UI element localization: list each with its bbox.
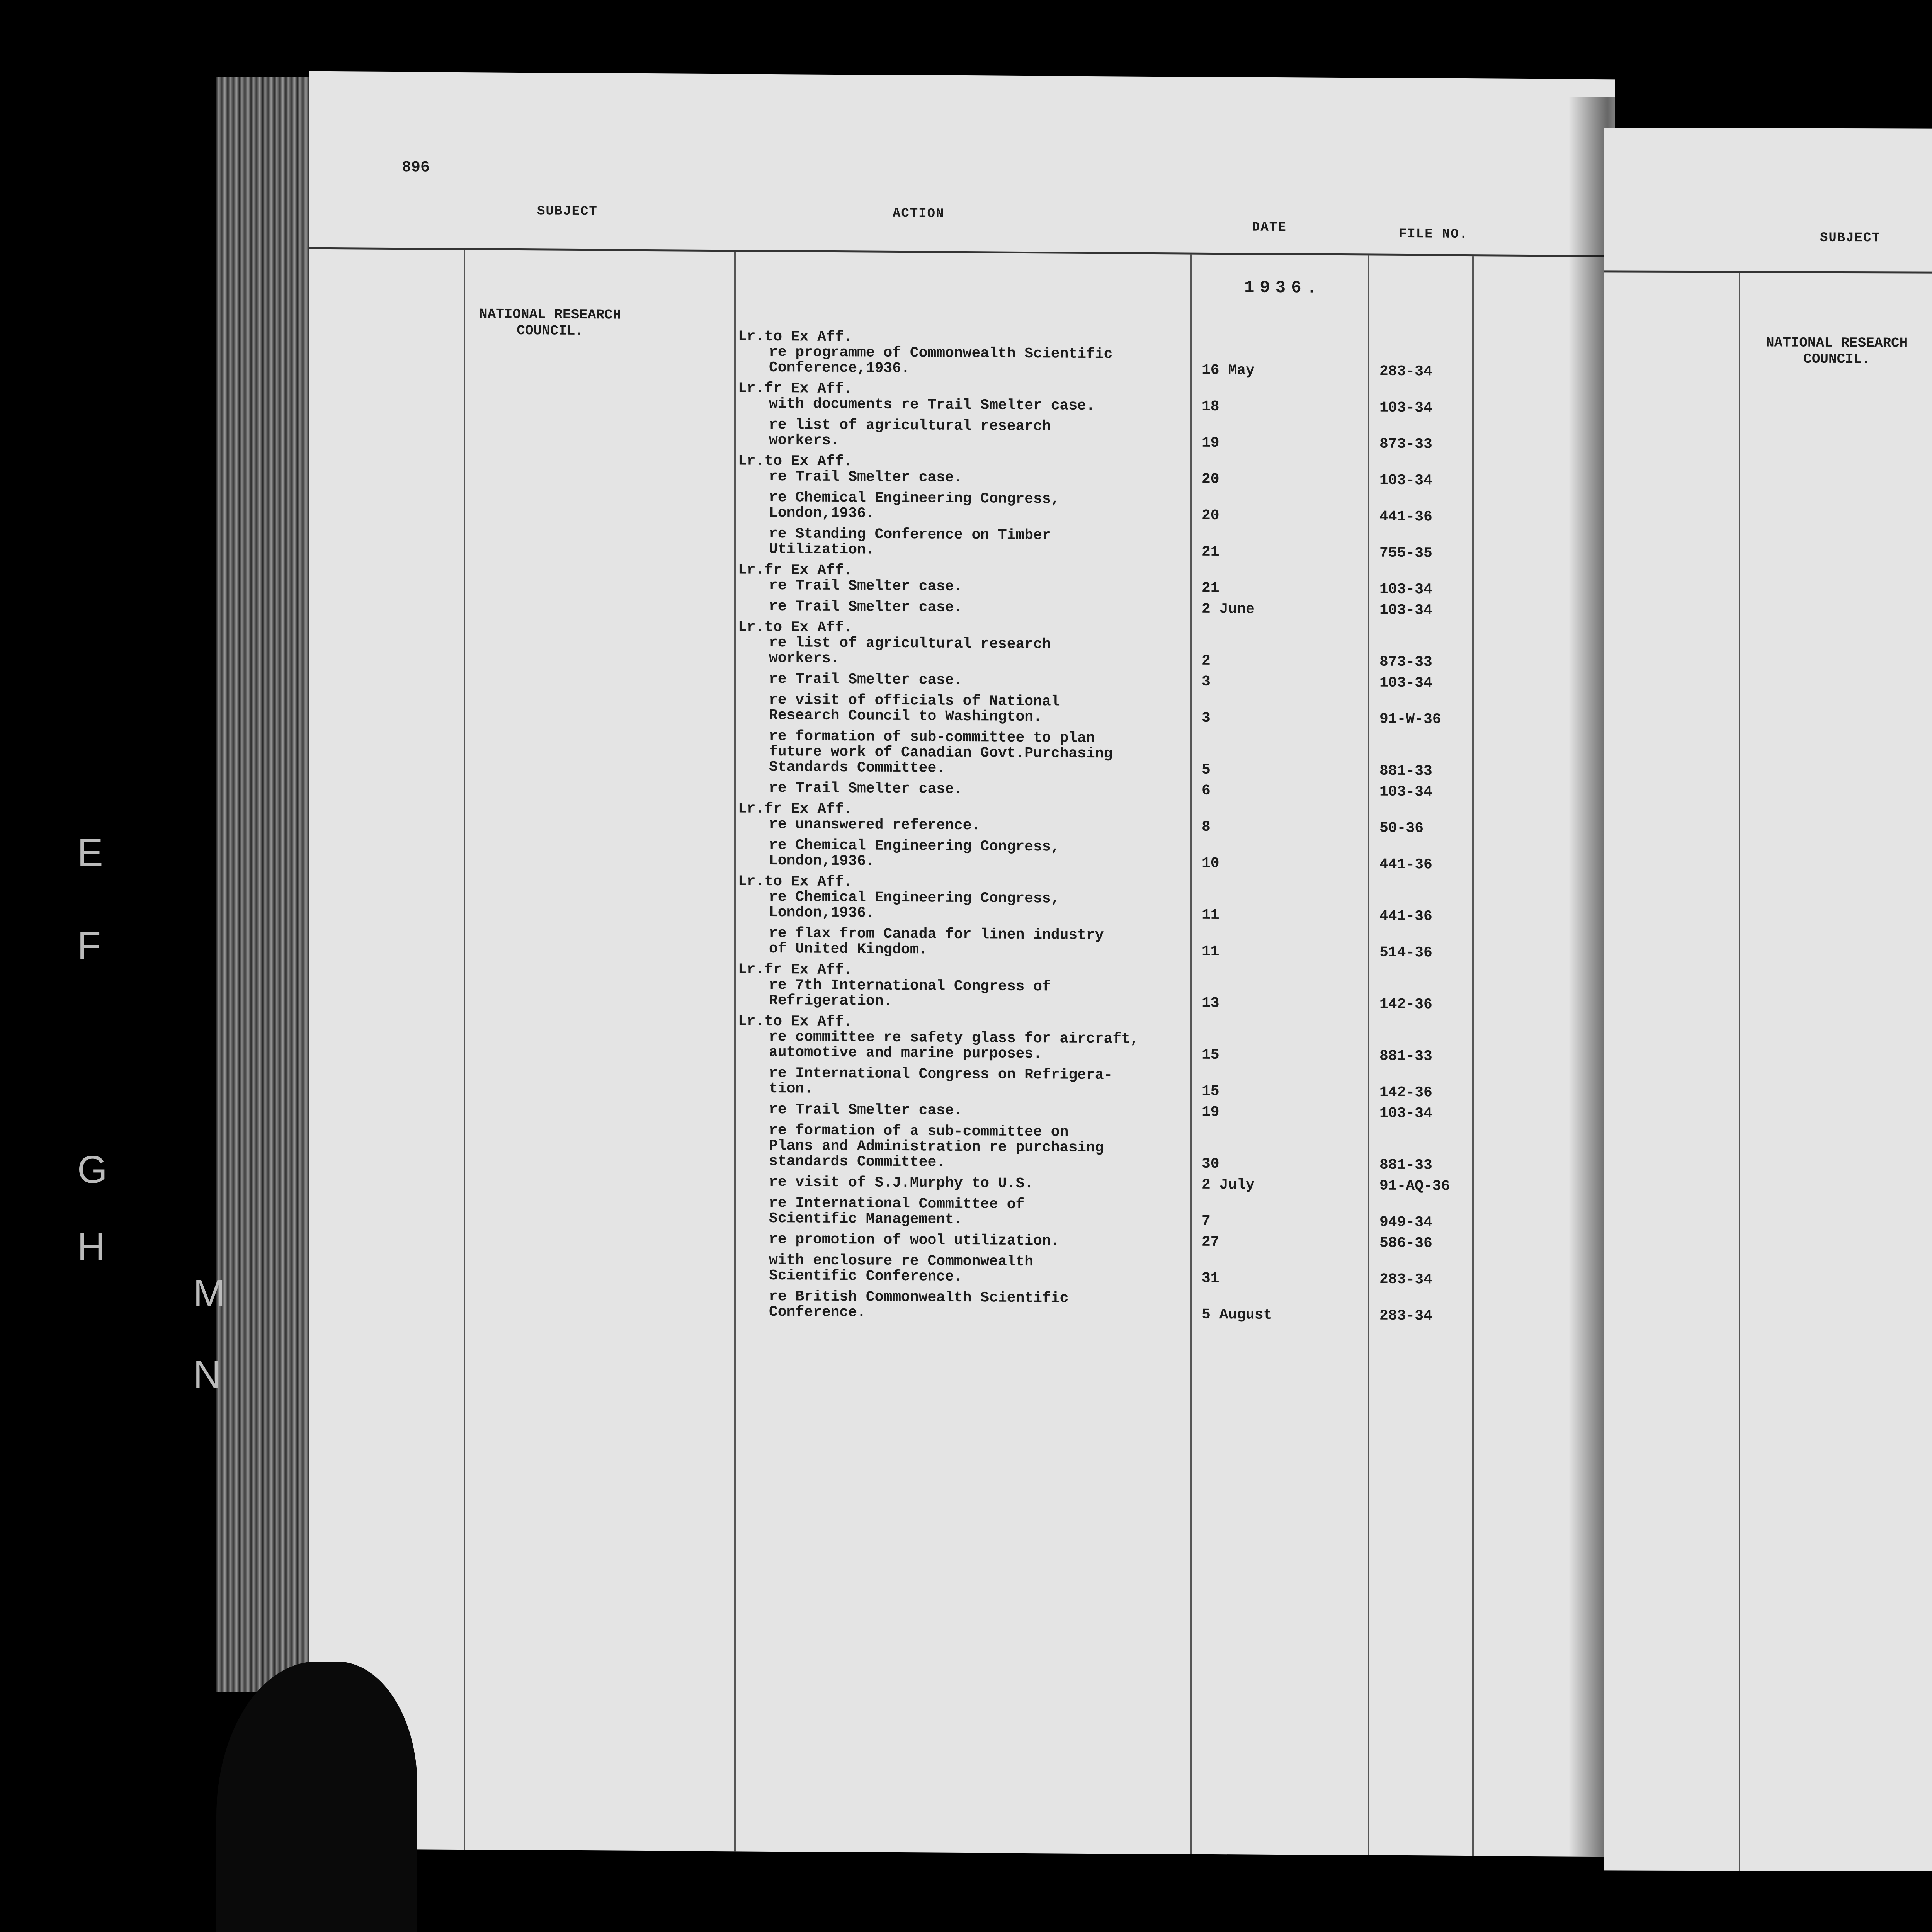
subject-label: NATIONAL RESEARCH COUNCIL. bbox=[1766, 335, 1908, 367]
tab-letter: E bbox=[77, 831, 103, 874]
letter-direction: Lr.fr Ex Aff. bbox=[738, 561, 853, 579]
thumb-shadow bbox=[216, 1662, 417, 1932]
entry-date: 18 bbox=[1202, 398, 1219, 415]
entry-file-no: 881-33 bbox=[1379, 1156, 1432, 1174]
entry-date: 20 bbox=[1202, 507, 1219, 524]
tab-letter: M bbox=[193, 1272, 226, 1315]
entry-date: 20 bbox=[1202, 471, 1219, 488]
ledger-entry bbox=[738, 837, 1604, 874]
ledger-entry bbox=[738, 1252, 1604, 1289]
entry-action: re committee re safety glass for aircraft, automotive and marine purposes. bbox=[769, 1028, 1139, 1063]
entry-file-no: 949-34 bbox=[1379, 1214, 1432, 1231]
entry-date: 16 May bbox=[1202, 362, 1255, 379]
letter-direction: Lr.fr Ex Aff. bbox=[738, 961, 853, 979]
action-header: ACTION bbox=[893, 206, 945, 221]
entry-date: 5 bbox=[1202, 761, 1211, 778]
entry-action: re programme of Commonwealth Scientific Conference,1936. bbox=[769, 344, 1113, 377]
entry-file-no: 50-36 bbox=[1379, 820, 1424, 837]
entry-action: re Trail Smelter case. bbox=[769, 598, 963, 616]
entry-date: 10 bbox=[1202, 855, 1219, 872]
tab-letter: N bbox=[193, 1353, 221, 1396]
date-header: DATE bbox=[1252, 220, 1287, 235]
entry-file-no: 283-34 bbox=[1379, 1307, 1432, 1325]
entry-file-no: 103-34 bbox=[1379, 472, 1432, 489]
ledger-entry bbox=[738, 692, 1604, 728]
entry-date: 21 bbox=[1202, 543, 1219, 561]
entry-date: 11 bbox=[1202, 906, 1219, 924]
entry-action: re promotion of wool utilization. bbox=[769, 1231, 1060, 1250]
ledger-entry bbox=[738, 925, 1604, 962]
entry-date: 7 bbox=[1202, 1213, 1211, 1230]
ledger-entry bbox=[738, 1014, 1604, 1065]
file-no-header: FILE NO. bbox=[1399, 226, 1468, 242]
entry-action: re visit of S.J.Murphy to U.S. bbox=[769, 1173, 1034, 1192]
entry-file-no: 441-36 bbox=[1379, 856, 1432, 873]
entry-action: re list of agricultural research workers. bbox=[769, 416, 1051, 449]
letter-direction: Lr.to Ex Aff. bbox=[738, 328, 853, 346]
ledger-entry bbox=[738, 1231, 1604, 1252]
entry-file-no: 755-35 bbox=[1379, 544, 1432, 562]
entry-file-no: 441-36 bbox=[1379, 508, 1432, 526]
tab-letter: G bbox=[77, 1148, 107, 1191]
entry-file-no: 91-AQ-36 bbox=[1379, 1177, 1450, 1195]
ledger-entry bbox=[738, 562, 1604, 599]
entry-action: re Trail Smelter case. bbox=[769, 1101, 963, 1119]
right-page bbox=[1604, 128, 1932, 1874]
entry-file-no: 586-36 bbox=[1379, 1235, 1432, 1252]
ledger-entry bbox=[738, 671, 1604, 692]
letter-direction: Lr.to Ex Aff. bbox=[738, 1013, 853, 1031]
ledger-entry bbox=[738, 780, 1604, 801]
year-label: 1936. bbox=[1244, 278, 1323, 298]
entry-file-no: 514-36 bbox=[1379, 944, 1432, 961]
ledger-entry bbox=[738, 453, 1604, 490]
letter-direction: Lr.fr Ex Aff. bbox=[738, 380, 853, 398]
entry-date: 3 bbox=[1202, 709, 1211, 726]
entry-action: re Trail Smelter case. bbox=[769, 468, 963, 486]
ledger-entry bbox=[738, 1174, 1604, 1195]
entry-action: re formation of sub-committee to plan future work of Canadian Govt.Purchasing Standards Committee. bbox=[769, 728, 1113, 777]
entry-date: 21 bbox=[1202, 580, 1219, 597]
entry-date: 2 bbox=[1202, 652, 1211, 669]
ledger-entry bbox=[738, 417, 1604, 453]
letter-direction: Lr.to Ex Aff. bbox=[738, 452, 853, 470]
entry-date: 13 bbox=[1202, 995, 1219, 1012]
header-rule bbox=[309, 247, 1615, 257]
left-page bbox=[309, 71, 1615, 1857]
entry-action: re flax from Canada for linen industry of United Kingdom. bbox=[769, 925, 1104, 958]
index-tab-letters bbox=[66, 831, 267, 1449]
entry-action: re formation of a sub-committee on Plans and Administration re purchasing standards Committee. bbox=[769, 1122, 1104, 1171]
entry-file-no: 103-34 bbox=[1379, 674, 1432, 692]
ledger-entry bbox=[738, 1122, 1604, 1174]
letter-direction: Lr.to Ex Aff. bbox=[738, 873, 853, 891]
letter-direction: Lr.to Ex Aff. bbox=[738, 619, 853, 636]
tab-letter: F bbox=[77, 924, 101, 967]
ledger-entry bbox=[738, 1102, 1604, 1122]
subject-header: SUBJECT bbox=[537, 204, 598, 219]
entry-date: 30 bbox=[1202, 1155, 1219, 1173]
letter-direction: Lr.fr Ex Aff. bbox=[738, 800, 853, 818]
entry-file-no: 103-34 bbox=[1379, 602, 1432, 619]
entry-action: re Trail Smelter case. bbox=[769, 779, 963, 798]
ledger-entry bbox=[738, 801, 1604, 837]
entry-file-no: 873-33 bbox=[1379, 653, 1432, 671]
entry-date: 3 bbox=[1202, 673, 1211, 690]
entry-file-no: 283-34 bbox=[1379, 1271, 1432, 1288]
ledger-entry bbox=[738, 728, 1604, 780]
entry-date: 15 bbox=[1202, 1083, 1219, 1100]
ledger-entry bbox=[738, 381, 1604, 417]
entry-date: 19 bbox=[1202, 434, 1219, 452]
entry-action: re International Congress on Refrigera- tion. bbox=[769, 1065, 1113, 1097]
entry-date: 2 July bbox=[1202, 1176, 1255, 1194]
column-rule bbox=[464, 250, 465, 1850]
entry-action: re 7th International Congress of Refrigeration. bbox=[769, 976, 1051, 1010]
entry-date: 5 August bbox=[1202, 1306, 1272, 1323]
entry-date: 2 June bbox=[1202, 600, 1255, 618]
ledger-entry bbox=[738, 962, 1604, 1014]
entry-action: re Chemical Engineering Congress, London,1936. bbox=[769, 837, 1060, 870]
entry-action: re list of agricultural research workers. bbox=[769, 634, 1051, 667]
ledger-entry bbox=[738, 619, 1604, 671]
ledger-entry bbox=[738, 490, 1604, 526]
ledger-entry bbox=[738, 1289, 1604, 1325]
ledger-entry bbox=[738, 1195, 1604, 1231]
entry-action: re Trail Smelter case. bbox=[769, 670, 963, 689]
subject-header: SUBJECT bbox=[1820, 230, 1881, 246]
entry-action: re unanswered reference. bbox=[769, 816, 981, 834]
ledger-entry bbox=[738, 874, 1604, 925]
ledger-entry bbox=[738, 526, 1604, 562]
entry-file-no: 142-36 bbox=[1379, 996, 1432, 1013]
entry-date: 8 bbox=[1202, 818, 1211, 835]
entry-action: re Chemical Engineering Congress, London,1936. bbox=[769, 888, 1060, 922]
column-rule bbox=[734, 252, 736, 1851]
entries-list bbox=[1604, 128, 1932, 131]
entry-date: 27 bbox=[1202, 1233, 1219, 1251]
entry-file-no: 873-33 bbox=[1379, 435, 1432, 453]
entry-date: 6 bbox=[1202, 782, 1211, 799]
entry-file-no: 91-W-36 bbox=[1379, 711, 1441, 728]
entry-action: with enclosure re Commonwealth Scientific Conference. bbox=[769, 1252, 1034, 1286]
entry-file-no: 103-34 bbox=[1379, 1105, 1432, 1122]
ledger-entry bbox=[738, 1065, 1604, 1102]
ledger-entry bbox=[738, 329, 1604, 381]
entry-file-no: 103-34 bbox=[1379, 581, 1432, 598]
entry-file-no: 142-36 bbox=[1379, 1084, 1432, 1101]
entry-date: 15 bbox=[1202, 1046, 1219, 1064]
entry-action: re International Committee of Scientific Management. bbox=[769, 1194, 1025, 1228]
entry-file-no: 881-33 bbox=[1379, 1048, 1432, 1065]
entry-file-no: 881-33 bbox=[1379, 762, 1432, 780]
entry-action: re Chemical Engineering Congress, London,1936. bbox=[769, 489, 1060, 522]
ledger-entry bbox=[738, 599, 1604, 619]
entry-date: 31 bbox=[1202, 1270, 1219, 1287]
page-number: 896 bbox=[402, 159, 430, 177]
header-rule bbox=[1604, 270, 1932, 276]
entry-action: re Standing Conference on Timber Utilization. bbox=[769, 525, 1051, 558]
entry-date: 11 bbox=[1202, 943, 1219, 960]
entry-action: re visit of officials of National Research Council to Washington. bbox=[769, 691, 1060, 726]
entry-file-no: 283-34 bbox=[1379, 363, 1432, 380]
entry-date: 19 bbox=[1202, 1104, 1219, 1121]
entry-action: re Trail Smelter case. bbox=[769, 577, 963, 595]
subject-label: NATIONAL RESEARCH COUNCIL. bbox=[479, 306, 621, 339]
entry-action: re British Commonwealth Scientific Conference. bbox=[769, 1288, 1069, 1321]
tab-letter: H bbox=[77, 1225, 105, 1269]
entry-file-no: 103-34 bbox=[1379, 783, 1432, 801]
entry-file-no: 103-34 bbox=[1379, 399, 1432, 417]
entry-action: with documents re Trail Smelter case. bbox=[769, 395, 1095, 415]
entry-file-no: 441-36 bbox=[1379, 908, 1432, 925]
column-rule bbox=[1739, 273, 1740, 1872]
